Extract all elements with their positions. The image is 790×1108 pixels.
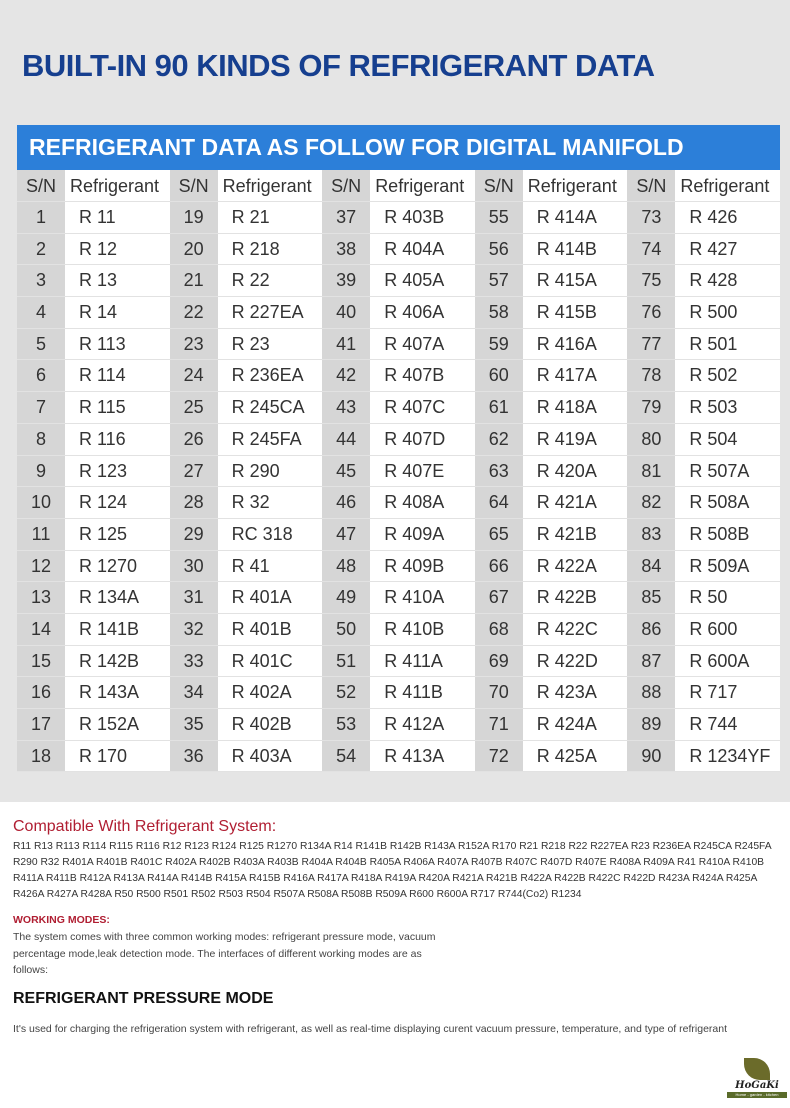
refrigerant-name: R 50	[675, 582, 780, 614]
refrigerant-name: R 410A	[370, 582, 475, 614]
serial-number: 18	[17, 741, 65, 773]
serial-number: 11	[17, 519, 65, 551]
serial-number: 30	[170, 551, 218, 583]
refrigerant-name: R 1270	[65, 551, 170, 583]
refrigerant-name: R 401C	[218, 646, 323, 678]
serial-number: 76	[627, 297, 675, 329]
serial-number: 88	[627, 677, 675, 709]
serial-number: 49	[322, 582, 370, 614]
leaf-house-icon	[744, 1058, 770, 1080]
logo-tagline: Home - garden - kitchen	[727, 1092, 787, 1098]
refrigerant-name: R 227EA	[218, 297, 323, 329]
hogaki-logo	[727, 1058, 787, 1103]
serial-number: 89	[627, 709, 675, 741]
serial-number: 21	[170, 265, 218, 297]
refrigerant-name: R 245CA	[218, 392, 323, 424]
serial-number: 43	[322, 392, 370, 424]
refrigerant-name: R 423A	[523, 677, 628, 709]
refrigerant-name: R 419A	[523, 424, 628, 456]
refrigerant-name: R 402A	[218, 677, 323, 709]
refrigerant-name: R 403A	[218, 741, 323, 773]
page-title: BUILT-IN 90 KINDS OF REFRIGERANT DATA	[22, 48, 655, 83]
serial-number: 36	[170, 741, 218, 773]
serial-number: 25	[170, 392, 218, 424]
serial-number: 22	[170, 297, 218, 329]
serial-number: 41	[322, 329, 370, 361]
refrigerant-name: R 405A	[370, 265, 475, 297]
serial-number: 23	[170, 329, 218, 361]
refrigerant-name: R 415B	[523, 297, 628, 329]
serial-number: 46	[322, 487, 370, 519]
logo-name: HoGaKi	[735, 1080, 779, 1091]
serial-number: 63	[475, 456, 523, 488]
refrigerant-name: R 411B	[370, 677, 475, 709]
serial-number: 53	[322, 709, 370, 741]
serial-number: 57	[475, 265, 523, 297]
serial-number: 39	[322, 265, 370, 297]
serial-number: 6	[17, 360, 65, 392]
refrigerant-name: R 503	[675, 392, 780, 424]
refrigerant-name: R 170	[65, 741, 170, 773]
refrigerant-name: R 507A	[675, 456, 780, 488]
serial-number: 4	[17, 297, 65, 329]
serial-number: 65	[475, 519, 523, 551]
refrigerant-name: R 414A	[523, 202, 628, 234]
serial-number: 54	[322, 741, 370, 773]
pressure-mode-title: REFRIGERANT PRESSURE MODE	[13, 990, 274, 1007]
refrigerant-name: R 41	[218, 551, 323, 583]
serial-number: 56	[475, 234, 523, 266]
refrigerant-name: R 413A	[370, 741, 475, 773]
compatible-title: Compatible With Refrigerant System:	[13, 818, 277, 835]
serial-number: 45	[322, 456, 370, 488]
refrigerant-table	[17, 125, 780, 772]
serial-number: 10	[17, 487, 65, 519]
serial-number: 8	[17, 424, 65, 456]
serial-number: 86	[627, 614, 675, 646]
refrigerant-name: R 410B	[370, 614, 475, 646]
refrigerant-name: R 409B	[370, 551, 475, 583]
serial-number: 9	[17, 456, 65, 488]
refrigerant-name: R 600	[675, 614, 780, 646]
serial-number: 52	[322, 677, 370, 709]
refrigerant-name: R 418A	[523, 392, 628, 424]
working-modes-text: The system comes with three common working modes: refrigerant pressure mode, vacuum percentage mode,leak detection mode. The interfaces of different working modes are as follows:	[13, 931, 436, 976]
serial-number: 47	[322, 519, 370, 551]
refrigerant-name: R 717	[675, 677, 780, 709]
serial-number: 61	[475, 392, 523, 424]
serial-number: 14	[17, 614, 65, 646]
header-refrigerant: Refrigerant	[675, 170, 780, 202]
refrigerant-name: R 23	[218, 329, 323, 361]
refrigerant-name: R 424A	[523, 709, 628, 741]
serial-number: 24	[170, 360, 218, 392]
refrigerant-name: R 1234YF	[675, 741, 780, 773]
serial-number: 72	[475, 741, 523, 773]
refrigerant-name: R 508B	[675, 519, 780, 551]
serial-number: 58	[475, 297, 523, 329]
pressure-mode-text: It's used for charging the refrigeration system with refrigerant, as well as real-time displaying curent vacuum pressure, temperature, and type of refrigerant	[13, 1023, 727, 1035]
refrigerant-name: R 428	[675, 265, 780, 297]
refrigerant-name: R 402B	[218, 709, 323, 741]
serial-number: 42	[322, 360, 370, 392]
header-sn: S/N	[475, 170, 523, 202]
serial-number: 37	[322, 202, 370, 234]
compatible-list: R11 R13 R113 R114 R115 R116 R12 R123 R124 R125 R1270 R134A R14 R141B R142B R143A R152A R170 R21 R218 R22 R227EA R23 R236EA R245CA R245FA R290 R32 R401A R401B R401C R402A R402B R403A R403B R404A R404B R405A R406A R407A R407B R407C R407D R407E R408A R409A R41 R410A R410B R411A R411B R412A R413A R414A R414B R415A R415B R416A R417A R418A R419A R420A R421A R421B R422A R422B R422C R422D R423A R424A R425A R426A R427A R428A R50 R500 R501 R502 R503 R504 R507A R508A R508B R509A R600 R600A R717 R744(Co2) R1234	[13, 841, 772, 900]
refrigerant-name: R 414B	[523, 234, 628, 266]
serial-number: 68	[475, 614, 523, 646]
refrigerant-name: R 421B	[523, 519, 628, 551]
refrigerant-name: R 500	[675, 297, 780, 329]
refrigerant-name: R 12	[65, 234, 170, 266]
working-modes-title: WORKING MODES:	[13, 914, 110, 926]
serial-number: 51	[322, 646, 370, 678]
serial-number: 31	[170, 582, 218, 614]
header-refrigerant: Refrigerant	[523, 170, 628, 202]
serial-number: 33	[170, 646, 218, 678]
serial-number: 5	[17, 329, 65, 361]
serial-number: 27	[170, 456, 218, 488]
serial-number: 60	[475, 360, 523, 392]
serial-number: 87	[627, 646, 675, 678]
refrigerant-name: R 143A	[65, 677, 170, 709]
refrigerant-name: R 407D	[370, 424, 475, 456]
serial-number: 15	[17, 646, 65, 678]
header-refrigerant: Refrigerant	[370, 170, 475, 202]
refrigerant-name: R 114	[65, 360, 170, 392]
serial-number: 77	[627, 329, 675, 361]
serial-number: 13	[17, 582, 65, 614]
refrigerant-name: R 422C	[523, 614, 628, 646]
serial-number: 67	[475, 582, 523, 614]
refrigerant-name: R 509A	[675, 551, 780, 583]
refrigerant-name: R 407A	[370, 329, 475, 361]
refrigerant-name: R 13	[65, 265, 170, 297]
serial-number: 84	[627, 551, 675, 583]
refrigerant-name: R 401A	[218, 582, 323, 614]
refrigerant-name: R 115	[65, 392, 170, 424]
refrigerant-name: R 417A	[523, 360, 628, 392]
refrigerant-name: R 32	[218, 487, 323, 519]
serial-number: 64	[475, 487, 523, 519]
serial-number: 16	[17, 677, 65, 709]
refrigerant-name: R 113	[65, 329, 170, 361]
serial-number: 32	[170, 614, 218, 646]
serial-number: 40	[322, 297, 370, 329]
serial-number: 38	[322, 234, 370, 266]
serial-number: 17	[17, 709, 65, 741]
serial-number: 44	[322, 424, 370, 456]
refrigerant-name: R 116	[65, 424, 170, 456]
serial-number: 59	[475, 329, 523, 361]
refrigerant-name: R 422D	[523, 646, 628, 678]
refrigerant-name: R 504	[675, 424, 780, 456]
table-banner: REFRIGERANT DATA AS FOLLOW FOR DIGITAL MANIFOLD	[17, 125, 780, 170]
refrigerant-name: R 401B	[218, 614, 323, 646]
refrigerant-name: R 290	[218, 456, 323, 488]
serial-number: 2	[17, 234, 65, 266]
refrigerant-name: R 218	[218, 234, 323, 266]
refrigerant-name: R 407E	[370, 456, 475, 488]
serial-number: 81	[627, 456, 675, 488]
header-refrigerant: Refrigerant	[218, 170, 323, 202]
refrigerant-name: R 141B	[65, 614, 170, 646]
refrigerant-name: R 426	[675, 202, 780, 234]
refrigerant-name: RC 318	[218, 519, 323, 551]
serial-number: 28	[170, 487, 218, 519]
refrigerant-name: R 124	[65, 487, 170, 519]
serial-number: 48	[322, 551, 370, 583]
refrigerant-name: R 125	[65, 519, 170, 551]
serial-number: 69	[475, 646, 523, 678]
serial-number: 79	[627, 392, 675, 424]
refrigerant-name: R 422B	[523, 582, 628, 614]
refrigerant-name: R 134A	[65, 582, 170, 614]
header-sn: S/N	[627, 170, 675, 202]
serial-number: 78	[627, 360, 675, 392]
refrigerant-name: R 236EA	[218, 360, 323, 392]
refrigerant-name: R 11	[65, 202, 170, 234]
serial-number: 73	[627, 202, 675, 234]
serial-number: 82	[627, 487, 675, 519]
refrigerant-name: R 407B	[370, 360, 475, 392]
serial-number: 29	[170, 519, 218, 551]
refrigerant-name: R 412A	[370, 709, 475, 741]
refrigerant-name: R 406A	[370, 297, 475, 329]
refrigerant-name: R 245FA	[218, 424, 323, 456]
refrigerant-name: R 152A	[65, 709, 170, 741]
serial-number: 35	[170, 709, 218, 741]
refrigerant-name: R 600A	[675, 646, 780, 678]
refrigerant-name: R 421A	[523, 487, 628, 519]
header-refrigerant: Refrigerant	[65, 170, 170, 202]
serial-number: 50	[322, 614, 370, 646]
refrigerant-name: R 404A	[370, 234, 475, 266]
serial-number: 19	[170, 202, 218, 234]
refrigerant-name: R 420A	[523, 456, 628, 488]
serial-number: 70	[475, 677, 523, 709]
serial-number: 75	[627, 265, 675, 297]
refrigerant-name: R 14	[65, 297, 170, 329]
refrigerant-name: R 508A	[675, 487, 780, 519]
refrigerant-name: R 21	[218, 202, 323, 234]
serial-number: 1	[17, 202, 65, 234]
refrigerant-name: R 425A	[523, 741, 628, 773]
refrigerant-name: R 123	[65, 456, 170, 488]
refrigerant-name: R 501	[675, 329, 780, 361]
refrigerant-name: R 416A	[523, 329, 628, 361]
header-sn: S/N	[322, 170, 370, 202]
refrigerant-name: R 427	[675, 234, 780, 266]
serial-number: 20	[170, 234, 218, 266]
serial-number: 34	[170, 677, 218, 709]
serial-number: 12	[17, 551, 65, 583]
serial-number: 7	[17, 392, 65, 424]
serial-number: 85	[627, 582, 675, 614]
serial-number: 83	[627, 519, 675, 551]
serial-number: 62	[475, 424, 523, 456]
refrigerant-name: R 403B	[370, 202, 475, 234]
refrigerant-name: R 409A	[370, 519, 475, 551]
header-sn: S/N	[170, 170, 218, 202]
serial-number: 74	[627, 234, 675, 266]
refrigerant-name: R 415A	[523, 265, 628, 297]
refrigerant-name: R 422A	[523, 551, 628, 583]
refrigerant-name: R 502	[675, 360, 780, 392]
serial-number: 71	[475, 709, 523, 741]
refrigerant-name: R 22	[218, 265, 323, 297]
serial-number: 55	[475, 202, 523, 234]
refrigerant-name: R 408A	[370, 487, 475, 519]
header-sn: S/N	[17, 170, 65, 202]
refrigerant-name: R 411A	[370, 646, 475, 678]
serial-number: 90	[627, 741, 675, 773]
refrigerant-name: R 142B	[65, 646, 170, 678]
serial-number: 3	[17, 265, 65, 297]
serial-number: 80	[627, 424, 675, 456]
refrigerant-grid	[17, 170, 780, 772]
serial-number: 66	[475, 551, 523, 583]
refrigerant-name: R 407C	[370, 392, 475, 424]
refrigerant-name: R 744	[675, 709, 780, 741]
serial-number: 26	[170, 424, 218, 456]
